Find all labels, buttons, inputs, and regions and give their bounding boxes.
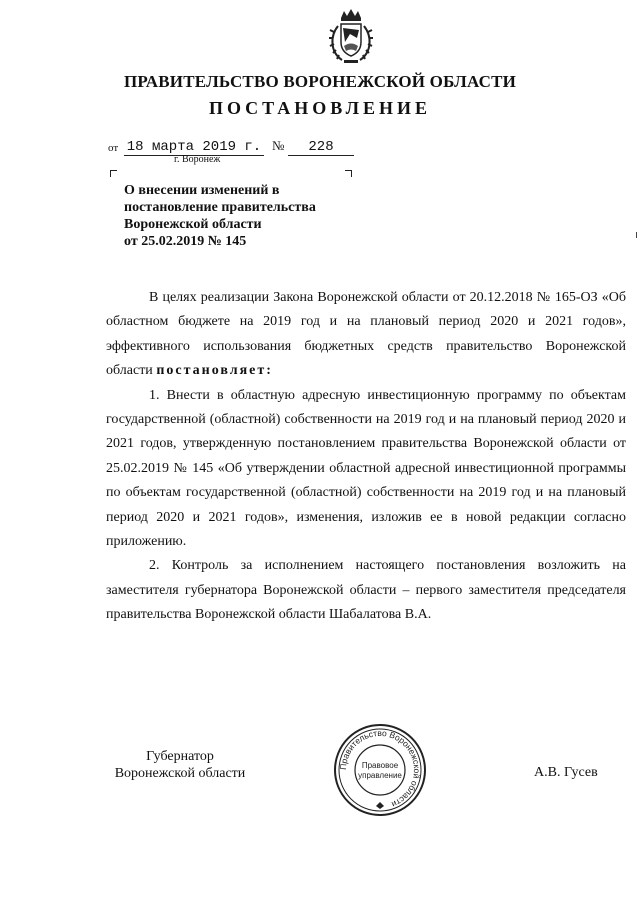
stamp-ring-text: Правительство Воронежской области [337, 727, 423, 810]
position-line: Губернатор [146, 749, 214, 764]
item-2-paragraph: 2. Контроль за исполнением настоящего постановления возложить на заместителя губернатора Воронежской области – первого заместителя председателя правительства Воронежской области Шабалатова В.А. [106, 558, 626, 623]
coat-of-arms-icon [326, 8, 376, 64]
organization-title: ПРАВИТЕЛЬСТВО ВОРОНЕЖСКОЙ ОБЛАСТИ [123, 72, 517, 91]
position-line: Воронежской области [114, 766, 246, 781]
document-date: 18 марта 2019 г. [124, 139, 264, 156]
subject-line: постановление правительства [124, 200, 316, 215]
subject-bracket-left [110, 170, 117, 177]
subject-bracket-right [345, 170, 352, 177]
intro-text: В целях реализации Закона Воронежской области от 20.12.2018 № 165-ОЗ «Об областном бюджете на 2019 год и на плановый период 2020 и 2021 годов», эффективного использования бюджетных средств правительство Воронежской области [106, 290, 626, 379]
date-prefix: от [108, 142, 119, 154]
document-body [106, 286, 626, 628]
signatory-position [106, 748, 254, 782]
decree-word: постановляет: [156, 363, 273, 379]
signatory-name: А.В. Гусев [534, 765, 598, 780]
subject-line: О внесении изменений в [124, 183, 280, 198]
item-1-paragraph: 1. Внести в областную адресную инвестиционную программу по объектам государственной (областной) собственности на 2019 год и на плановый период 2020 и 2021 годов, утвержденную постановлением правительства Воронежской области от 25.02.2019 № 145 «Об утверждении областной адресной инвестиционной программы по объектам государственной (областной) собственности на 2019 год и на плановый период 2020 и 2021 годов», изменения, изложив ее в новой редакции согласно приложению. [106, 387, 626, 550]
stamp-center-line: управление [358, 771, 402, 780]
round-seal-icon [332, 722, 428, 818]
subject-line: Воронежской области [124, 217, 262, 232]
city-label: г. Воронеж [174, 154, 221, 165]
document-subject [124, 182, 364, 250]
registration-row [108, 136, 368, 156]
subject-line: от 25.02.2019 № 145 [124, 234, 247, 249]
scan-edge-mark [636, 232, 637, 238]
number-prefix: № [272, 138, 285, 153]
stamp-center-line: Правовое [361, 761, 399, 770]
document-number: 228 [288, 139, 354, 156]
document-type-title: ПОСТАНОВЛЕНИЕ [208, 98, 432, 118]
intro-paragraph [106, 286, 626, 384]
